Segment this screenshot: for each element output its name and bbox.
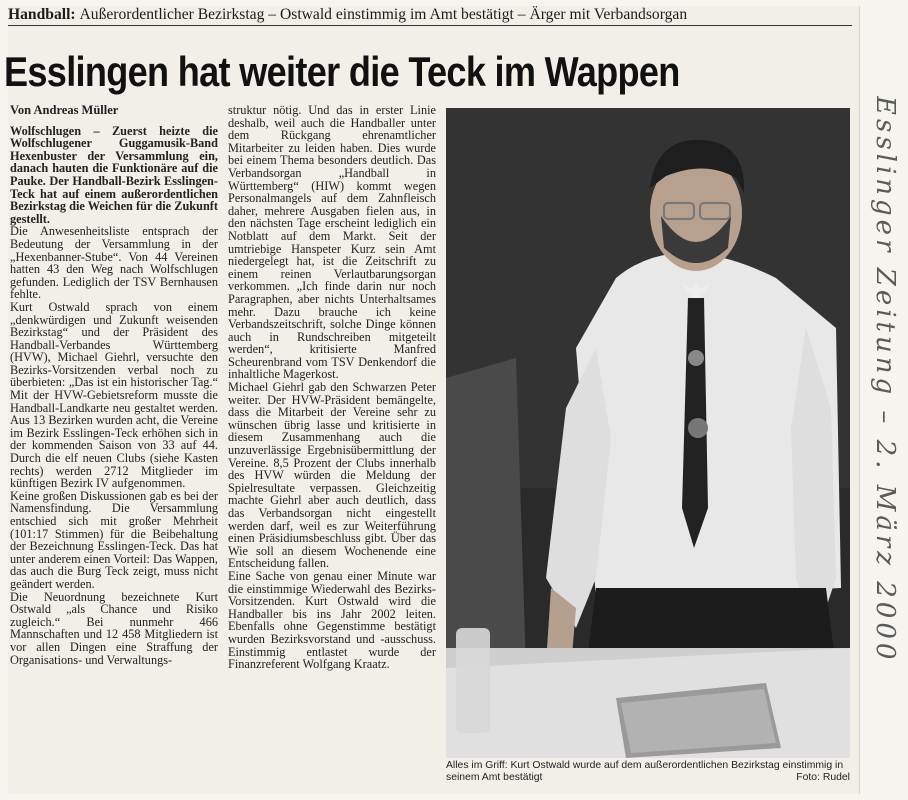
article-photo	[446, 108, 850, 758]
photo-portrait-man-at-table	[446, 108, 850, 758]
article-kicker	[8, 6, 852, 26]
body-paragraph: struktur nötig. Und das in erster Linie deshalb, weil auch die Handballer unter dem Rückgang ehrenamtlicher Mitarbeiter zu leiden haben. Dies wurde bei einem Thema besonders deutlich. Das Verbandsorgan „Handball in Württemberg“ (HIW) kommt wegen Personalmangels auf dem Zahnfleisch daher, mehrere Ausgaben fielen aus, in den nächsten Tage erscheint lediglich ein Notblatt auf dem Markt. Seit der umtriebige Hanspeter Kurz sein Amt niedergelegt hat, ist die Zeitschrift zu einem reinen Verlautbarungsorgan verkommen. „Ich finde darin nur noch Paragraphen, aber nichts Unterhaltsames mehr. Dazu brauche ich keine Verbandszeitschrift, solche Dinge können auch in Rundschreiben mitgeteilt werden“, kritisierte Manfred Scheurenbrand vom TSV Denkendorf die inhaltliche Magerkost.	[228, 104, 436, 382]
article-headline: Esslingen hat weiter die Teck im Wappen	[4, 48, 680, 95]
byline: Von Andreas Müller	[10, 104, 119, 117]
lead-paragraph: Wolfschlugen – Zuerst heizte die Wolfschlugener Guggamusik-Band Hexenbuster der Versammlung ein, danach hauten die Funktionäre auf die Pauke. Der Handball-Bezirk Esslingen-Teck hat auf einem außerordentlichen Bezirkstag die Weichen für die Zukunft gestellt.	[10, 123, 218, 226]
handwritten-note-text: Esslinger Zeitung – 2. März 2000	[870, 96, 900, 664]
body-paragraph: Keine großen Diskussionen gab es bei der Namensfindung. Die Versammlung entschied sich mit großer Mehrheit (101:17 Stimmen) für die Beibehaltung der Bezeichnung Esslingen-Teck. Das hat unter anderem einen Vorteil: Das Wappen, das auch die Burg Teck zeigt, muss nicht geändert werden.	[10, 488, 218, 591]
caption-text: Alles im Griff: Kurt Ostwald wurde auf dem außerordentlichen Bezirkstag einstimmig in seinem Amt bestätigt	[446, 760, 844, 783]
text-column-2	[228, 104, 436, 794]
kicker-text: Außerordentlicher Bezirkstag – Ostwald einstimmig im Amt bestätigt – Ärger mit Verbandsorgan	[79, 6, 688, 23]
body-paragraph: Michael Giehrl gab den Schwarzen Peter weiter. Der HVW-Präsident bemängelte, dass die Mitarbeit der Vereine sehr zu wünschen übrig lasse und kritisierte in diesem Zusammenhang auch die unzuverlässige Ergebnisübermittlung der Vereine. 8,5 Prozent der Clubs innerhalb des HVW würden die Meldung der Spielresultate verpassen. Gleichzeitig machte Giehrl aber auch deutlich, dass das Verbandsorgan nicht eingestellt werden darf, weil es zur Weiterführung einen Präsidiumsbeschluss gibt. Über das Wie soll an diesem Wochenende eine Entscheidung fallen.	[228, 380, 436, 571]
body-paragraph: Kurt Ostwald sprach von einem „denkwürdigen und Zukunft weisenden Bezirkstag“ und der Präsident des Handball-Verbandes Württemberg (HVW), Michael Giehrl, versuchte den Bezirks-Vorsitzenden verbal noch zu überbieten: „Das ist ein historischer Tag.“ Mit der HVW-Gebietsreform musste die Handball-Landkarte neu gestaltet werden. Aus 13 Bezirken wurden acht, die Vereine im Bezirk Esslingen-Teck erhöhen sich in der kommenden Saison von 33 auf 44. Durch die elf neuen Clubs (siehe Kasten rechts) werden 2712 Mitglieder im künftigen Bezirk IV aufgenommen.	[10, 299, 218, 491]
text-column-1	[10, 104, 218, 794]
handwritten-date-note	[864, 96, 908, 736]
body-paragraph: Eine Sache von genau einer Minute war die einstimmige Wiederwahl des Bezirks-Vorsitzenden. Kurt Ostwald wird die Handballer bis ins Jahr 2002 leiten. Ebenfalls ohne Gegenstimme bestätigt wurden Bezirksvorstand und -ausschuss. Einstimmig entlastet wurde der Finanzreferent Wolfgang Kraatz.	[228, 568, 436, 672]
photo-caption	[446, 760, 850, 784]
kicker-section: Handball:	[8, 6, 76, 23]
body-paragraph: Die Anwesenheitsliste entsprach der Bedeutung der Versammlung in der „Hexenbanner-Stube“. Von 44 Vereinen hatten 43 den Weg nach Wolfschlugen gefunden. Lediglich der TSV Bernhausen fehlte.	[10, 224, 218, 302]
photo-credit: Foto: Rudel	[796, 772, 850, 783]
body-paragraph: Die Neuordnung bezeichnete Kurt Ostwald „als Chance und Risiko zugleich.“ Bei nunmehr 466 Mannschaften und 12 458 Mitgliedern ist vor allen Dingen eine Straffung der Organisations- und Verwaltungs-	[10, 589, 218, 667]
